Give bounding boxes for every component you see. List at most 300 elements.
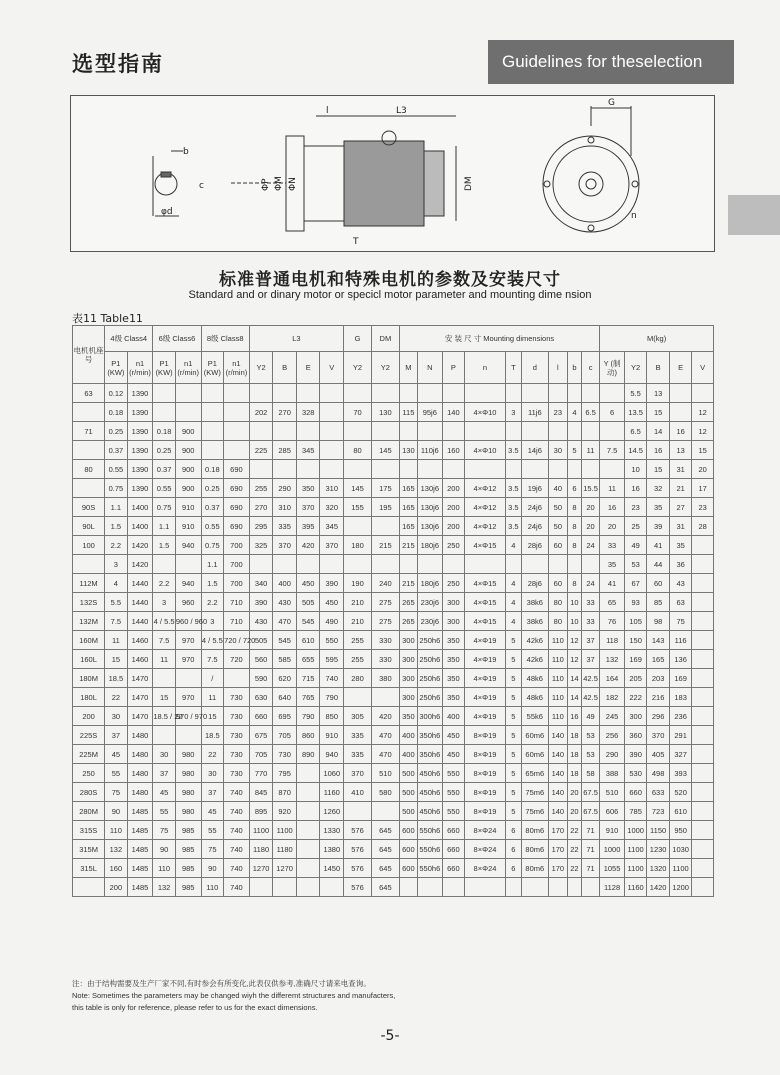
table-cell: 23 <box>548 403 567 422</box>
table-cell: 450 <box>442 726 465 745</box>
table-cell <box>344 688 372 707</box>
table-cell: 63 <box>669 593 692 612</box>
table-cell: 420 <box>371 707 399 726</box>
table-cell: 590 <box>249 669 273 688</box>
table-cell: 350 <box>442 631 465 650</box>
table-cell: 390 <box>249 593 273 612</box>
table-cell: 740 <box>224 878 250 897</box>
table-cell: 0.18 <box>201 460 224 479</box>
table-cell: 70 <box>344 403 372 422</box>
table-cell: 730 <box>224 688 250 707</box>
table-cell: 910 <box>175 517 201 536</box>
label-dm: DM <box>464 176 474 191</box>
table-cell: 35 <box>647 498 670 517</box>
table-cell: 80m6 <box>521 859 548 878</box>
table-cell <box>692 384 714 403</box>
table-cell <box>320 403 344 422</box>
table-cell: 90 <box>105 802 128 821</box>
table-cell: 600 <box>399 821 417 840</box>
table-cell: 10 <box>567 612 581 631</box>
table-cell: 296 <box>647 707 670 726</box>
table-cell: 660 <box>442 821 465 840</box>
table-cell: 770 <box>249 764 273 783</box>
table-cell: 4 <box>505 574 521 593</box>
table-cell: 335 <box>344 726 372 745</box>
table-cell <box>371 422 399 441</box>
table-cell <box>692 574 714 593</box>
table-cell: 325 <box>249 536 273 555</box>
table-cell: 550h6 <box>418 859 443 878</box>
col-mounting: 安 装 尺 寸 Mounting dimensions <box>399 326 599 352</box>
table-cell: 4 / 5.5 <box>201 631 224 650</box>
table-cell: 38k6 <box>521 612 548 631</box>
table-cell: 920 <box>273 802 297 821</box>
col-p1-6: P1 (KW) <box>153 352 176 384</box>
table-cell: 730 <box>273 745 297 764</box>
table-cell: 14 <box>567 669 581 688</box>
table-cell <box>567 878 581 897</box>
table-cell: 7.5 <box>105 612 128 631</box>
table-cell <box>465 422 506 441</box>
table-cell <box>418 555 443 574</box>
table-cell: 140 <box>548 726 567 745</box>
table-cell: 1055 <box>600 859 625 878</box>
table-title-cn: 标准普通电机和特殊电机的参数及安装尺寸 <box>219 270 561 290</box>
table-cell: 230j6 <box>418 612 443 631</box>
table-cell: 24j6 <box>521 517 548 536</box>
col-m: M <box>399 352 417 384</box>
col-dm-y2: Y2 <box>371 352 399 384</box>
table-row <box>73 707 714 726</box>
table-cell <box>442 555 465 574</box>
table-cell: 6 <box>600 403 625 422</box>
table-cell: 350h6 <box>418 726 443 745</box>
table-cell: 67.5 <box>581 802 599 821</box>
table-cell: 1270 <box>249 859 273 878</box>
table-cell: 315S <box>73 821 105 840</box>
table-cell: 505 <box>249 631 273 650</box>
table-cell: 71 <box>73 422 105 441</box>
table-cell: 42.5 <box>581 669 599 688</box>
table-cell: 20 <box>581 498 599 517</box>
table-cell <box>465 555 506 574</box>
table-cell: 140 <box>442 403 465 422</box>
table-cell: 35 <box>600 555 625 574</box>
table-cell: 335 <box>344 745 372 764</box>
table-cell: 20 <box>567 783 581 802</box>
table-cell: 14 <box>647 422 670 441</box>
table-cell: 5 <box>567 441 581 460</box>
table-cell: 1440 <box>127 612 153 631</box>
table-cell: 215 <box>399 574 417 593</box>
table-cell: 65 <box>600 593 625 612</box>
table-cell: 15 <box>692 441 714 460</box>
table-cell: 15 <box>153 688 176 707</box>
table-cell: 140 <box>548 783 567 802</box>
table-cell: 695 <box>273 707 297 726</box>
table-cell: 6.5 <box>581 403 599 422</box>
table-cell: 1150 <box>647 821 670 840</box>
table-cell <box>399 878 417 897</box>
table-cell: 132 <box>153 878 176 897</box>
motor-dimension-drawing <box>70 95 715 252</box>
col-n1-4: n1 (r/min) <box>127 352 153 384</box>
table-cell: 1485 <box>127 878 153 897</box>
table-cell <box>249 555 273 574</box>
label-t: T <box>353 237 359 247</box>
table-cell: 250h6 <box>418 631 443 650</box>
table-cell: 190 <box>344 574 372 593</box>
table-cell <box>692 821 714 840</box>
table-cell: 98 <box>647 612 670 631</box>
table-cell: 645 <box>371 840 399 859</box>
table-cell: 1030 <box>669 840 692 859</box>
table-cell <box>73 555 105 574</box>
col-g: G <box>344 326 372 352</box>
table-cell <box>442 384 465 403</box>
table-cell: 115 <box>399 403 417 422</box>
table-cell: 315L <box>73 859 105 878</box>
table-cell: 450h6 <box>418 802 443 821</box>
table-cell: 95j6 <box>418 403 443 422</box>
table-cell <box>581 384 599 403</box>
table-cell <box>296 764 320 783</box>
table-cell: 1160 <box>624 878 647 897</box>
col-y-brake: Y (制动) <box>600 352 625 384</box>
table-cell: 660 <box>442 859 465 878</box>
table-cell: 470 <box>371 745 399 764</box>
table-cell: 740 <box>224 802 250 821</box>
table-cell: 130 <box>371 403 399 422</box>
table-cell: 910 <box>175 498 201 517</box>
table-cell: 164 <box>600 669 625 688</box>
table-cell <box>548 384 567 403</box>
table-cell: 790 <box>296 707 320 726</box>
table-cell: 27 <box>669 498 692 517</box>
table-cell <box>567 460 581 479</box>
table-cell <box>600 460 625 479</box>
table-cell <box>344 422 372 441</box>
table-cell: 910 <box>320 726 344 745</box>
table-cell: 110 <box>548 688 567 707</box>
table-cell: 950 <box>669 821 692 840</box>
table-cell <box>669 403 692 422</box>
table-cell <box>296 878 320 897</box>
table-cell: 0.75 <box>201 536 224 555</box>
table-cell: 1270 <box>273 859 297 878</box>
table-cell: 5 <box>505 650 521 669</box>
col-n1-8: n1 (r/min) <box>224 352 250 384</box>
table-cell <box>692 593 714 612</box>
table-cell: 20 <box>567 802 581 821</box>
table-cell: 7.5 <box>201 650 224 669</box>
table-row <box>73 783 714 802</box>
table-cell: 205 <box>624 669 647 688</box>
table-cell: 8×Φ19 <box>465 764 506 783</box>
table-cell: 110 <box>548 650 567 669</box>
table-cell: 576 <box>344 878 372 897</box>
table-cell <box>273 460 297 479</box>
motor-side-view-drawing <box>231 116 456 231</box>
table-cell <box>692 726 714 745</box>
table-cell: 705 <box>273 726 297 745</box>
flange-end-view-drawing <box>543 106 639 232</box>
table-cell: 17 <box>692 479 714 498</box>
table-cell: 14.5 <box>624 441 647 460</box>
table-cell: 116 <box>669 631 692 650</box>
table-cell: 350 <box>442 669 465 688</box>
table-cell: 8×Φ19 <box>465 726 506 745</box>
table-cell <box>442 878 465 897</box>
table-cell: 980 <box>175 745 201 764</box>
table-cell: 11 <box>600 479 625 498</box>
table-cell: 12 <box>692 403 714 422</box>
table-cell: 16 <box>567 707 581 726</box>
table-cell: 1485 <box>127 840 153 859</box>
table-row <box>73 612 714 631</box>
table-cell: 980 <box>175 802 201 821</box>
table-cell <box>581 422 599 441</box>
table-cell <box>548 460 567 479</box>
table-cell <box>692 707 714 726</box>
table-cell: 940 <box>175 536 201 555</box>
table-cell: 300 <box>442 612 465 631</box>
table-cell: 550 <box>320 631 344 650</box>
table-cell: 450h6 <box>418 783 443 802</box>
table-cell: 180j6 <box>418 536 443 555</box>
table-cell: 380 <box>371 669 399 688</box>
table-cell: 170 <box>548 859 567 878</box>
table-cell: 450 <box>296 574 320 593</box>
table-cell: 1440 <box>127 574 153 593</box>
table-cell: 850 <box>320 707 344 726</box>
table-row <box>73 403 714 422</box>
table-cell: 545 <box>273 631 297 650</box>
table-label: 表11 Table11 <box>72 312 143 325</box>
col-p1-4: P1 (KW) <box>105 352 128 384</box>
col-b: B <box>273 352 297 384</box>
table-cell: 270 <box>249 498 273 517</box>
table-cell: 655 <box>296 650 320 669</box>
table-cell: 560 <box>249 650 273 669</box>
table-cell: 0.75 <box>153 498 176 517</box>
table-cell: 1420 <box>127 536 153 555</box>
table-cell: 327 <box>669 745 692 764</box>
table-row <box>73 479 714 498</box>
table-cell <box>418 460 443 479</box>
table-cell: 0.37 <box>105 441 128 460</box>
table-cell: 580 <box>371 783 399 802</box>
table-cell: 24 <box>581 536 599 555</box>
table-cell: 215 <box>399 536 417 555</box>
table-cell <box>567 555 581 574</box>
table-cell: 4×Φ19 <box>465 650 506 669</box>
table-cell: 720 / 720 <box>224 631 250 650</box>
table-cell: 1128 <box>600 878 625 897</box>
table-cell: 1390 <box>127 422 153 441</box>
table-cell: 76 <box>600 612 625 631</box>
table-cell: 860 <box>296 726 320 745</box>
table-row <box>73 745 714 764</box>
table-cell <box>692 612 714 631</box>
table-cell: 940 <box>320 745 344 764</box>
table-cell: 25 <box>624 517 647 536</box>
table-cell: 36 <box>669 555 692 574</box>
table-cell: 350h6 <box>418 745 443 764</box>
table-cell: 41 <box>647 536 670 555</box>
table-cell: 48k6 <box>521 688 548 707</box>
table-cell: 0.18 <box>153 422 176 441</box>
table-cell: 75 <box>669 612 692 631</box>
table-cell: 1.5 <box>105 517 128 536</box>
table-cell <box>371 802 399 821</box>
table-cell: 15 <box>647 403 670 422</box>
table-cell: 0.55 <box>105 460 128 479</box>
table-row <box>73 669 714 688</box>
table-cell: 275 <box>371 593 399 612</box>
table-cell: 140 <box>548 745 567 764</box>
table-cell: 290 <box>273 479 297 498</box>
table-cell <box>224 669 250 688</box>
table-cell: 2.2 <box>201 593 224 612</box>
table-cell <box>320 422 344 441</box>
table-cell <box>201 384 224 403</box>
table-cell: 45 <box>153 783 176 802</box>
table-cell: 6 <box>505 840 521 859</box>
table-cell: 10 <box>567 593 581 612</box>
table-cell: 450 <box>442 745 465 764</box>
table-cell: 28j6 <box>521 574 548 593</box>
table-cell: 60 <box>548 574 567 593</box>
table-cell: 8×Φ24 <box>465 859 506 878</box>
label-l3: L3 <box>396 106 407 116</box>
table-cell: 8 <box>567 498 581 517</box>
table-cell: 11 <box>581 441 599 460</box>
table-cell: 225S <box>73 726 105 745</box>
table-cell: 1.5 <box>153 536 176 555</box>
table-cell <box>296 840 320 859</box>
table-row <box>73 460 714 479</box>
table-cell: 1.1 <box>105 498 128 517</box>
table-cell: 1485 <box>127 802 153 821</box>
table-cell: 265 <box>399 612 417 631</box>
table-cell: 300 <box>399 631 417 650</box>
table-cell: 5 <box>505 783 521 802</box>
table-row <box>73 441 714 460</box>
table-cell: 530 <box>624 764 647 783</box>
table-cell <box>296 821 320 840</box>
table-cell: 136 <box>669 650 692 669</box>
table-cell: 690 <box>224 460 250 479</box>
table-cell: 1260 <box>320 802 344 821</box>
table-cell: 895 <box>249 802 273 821</box>
table-title-en: Standard and or dinary motor or specicl motor parameter and mounting dime nsion <box>188 289 592 301</box>
table-cell: 22 <box>567 859 581 878</box>
table-cell <box>692 802 714 821</box>
table-cell: 585 <box>273 650 297 669</box>
table-cell: 295 <box>249 517 273 536</box>
table-cell: 310 <box>273 498 297 517</box>
table-cell: 280S <box>73 783 105 802</box>
table-cell: 785 <box>624 802 647 821</box>
table-cell: 1420 <box>127 555 153 574</box>
table-cell: 8×Φ19 <box>465 745 506 764</box>
col-mass-e: E <box>669 352 692 384</box>
table-cell: 550 <box>442 783 465 802</box>
table-cell: 1450 <box>320 859 344 878</box>
col-l3: L3 <box>249 326 343 352</box>
table-cell: 6.5 <box>624 422 647 441</box>
table-cell <box>320 384 344 403</box>
table-cell <box>175 555 201 574</box>
table-cell: 595 <box>320 650 344 669</box>
table-cell: 505 <box>296 593 320 612</box>
table-cell: 12 <box>692 422 714 441</box>
table-cell: 50 <box>548 517 567 536</box>
label-p: ΦP <box>261 178 271 191</box>
table-cell: 345 <box>296 441 320 460</box>
col-p: P <box>442 352 465 384</box>
table-cell: 1180 <box>273 840 297 859</box>
table-cell: 40 <box>548 479 567 498</box>
col-v: V <box>320 352 344 384</box>
table-cell <box>175 403 201 422</box>
table-cell: 1380 <box>320 840 344 859</box>
table-cell: 140 <box>548 802 567 821</box>
table-cell: 740 <box>224 783 250 802</box>
table-cell: 255 <box>344 650 372 669</box>
table-cell: 400 <box>273 574 297 593</box>
table-cell: 980 <box>175 783 201 802</box>
table-cell <box>371 384 399 403</box>
table-cell: 1470 <box>127 669 153 688</box>
table-cell: 350 <box>399 707 417 726</box>
table-cell: 4×Φ10 <box>465 441 506 460</box>
footnote <box>72 978 395 1014</box>
table-cell: 1200 <box>669 878 692 897</box>
table-cell <box>224 384 250 403</box>
table-cell: 7.5 <box>153 631 176 650</box>
table-cell <box>175 384 201 403</box>
table-cell: 71 <box>581 859 599 878</box>
table-cell: 1390 <box>127 479 153 498</box>
table-cell <box>692 688 714 707</box>
table-cell <box>73 403 105 422</box>
table-cell: 610 <box>669 802 692 821</box>
table-cell: 32 <box>647 479 670 498</box>
table-cell: 690 <box>224 498 250 517</box>
table-cell: 4×Φ12 <box>465 479 506 498</box>
table-cell: 300 <box>399 650 417 669</box>
table-row <box>73 840 714 859</box>
table-cell: 60 <box>647 574 670 593</box>
table-cell: 960 <box>175 593 201 612</box>
table-cell: 550h6 <box>418 821 443 840</box>
table-row <box>73 517 714 536</box>
table-row <box>73 821 714 840</box>
col-t: T <box>505 352 521 384</box>
table-cell: 1480 <box>127 745 153 764</box>
label-l: l <box>326 106 329 116</box>
table-row <box>73 555 714 574</box>
table-cell: 6 <box>505 821 521 840</box>
table-cell: 985 <box>175 821 201 840</box>
table-cell: 370 <box>273 536 297 555</box>
table-cell: 145 <box>371 441 399 460</box>
table-cell: 42k6 <box>521 631 548 650</box>
label-d: φd <box>161 207 173 217</box>
table-cell: 55 <box>201 821 224 840</box>
